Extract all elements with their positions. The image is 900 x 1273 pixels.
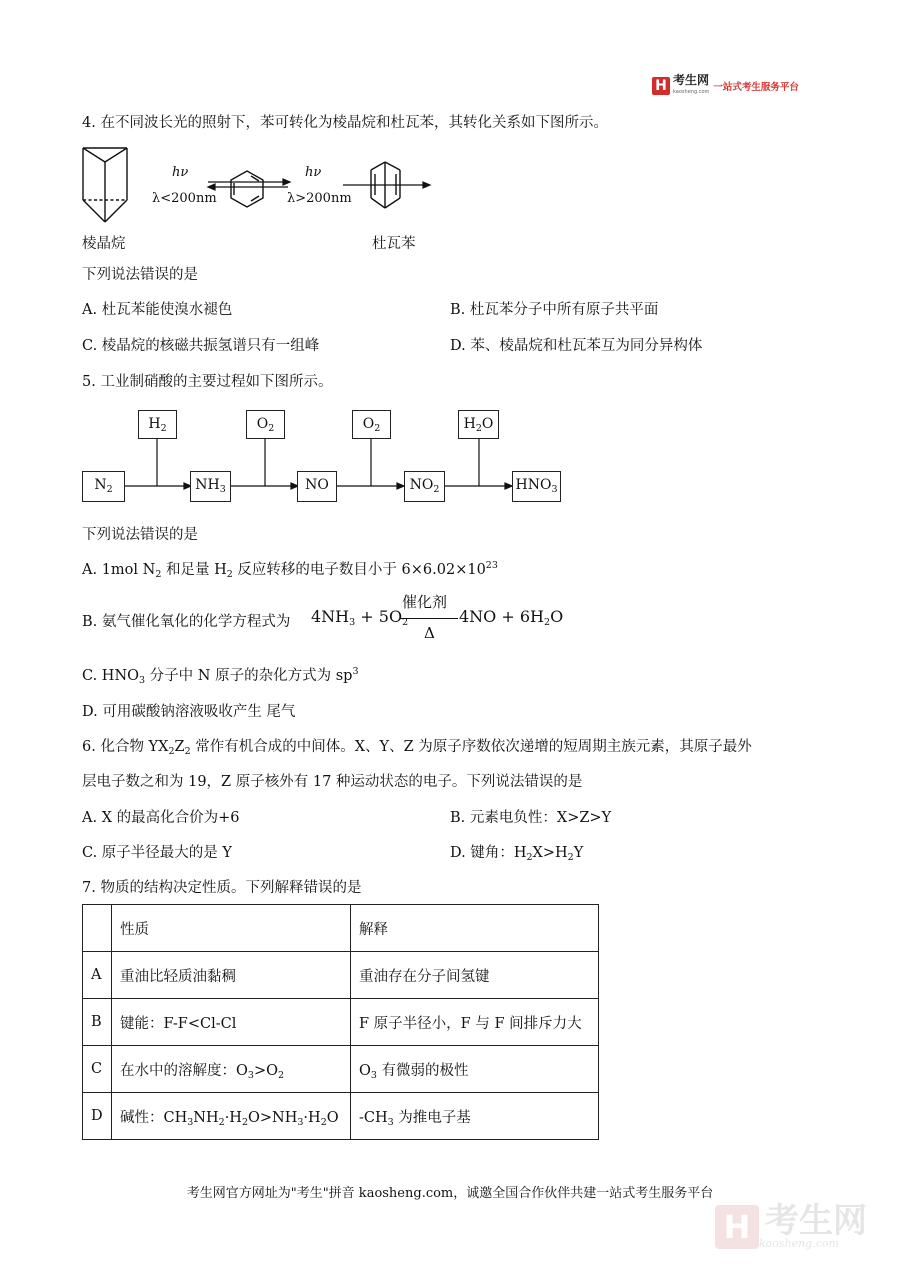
row-key: D [83, 1093, 112, 1140]
logo-tagline: 一站式考生服务平台 [713, 82, 799, 93]
q6-stem-line2: 层电子数之和为 19，Z 原子核外有 17 种运动状态的电子。下列说法错误的是 [82, 774, 583, 790]
flow-box-o2-a: $O_2$ [246, 410, 285, 439]
dewar-benzene-structure [371, 162, 400, 208]
table-row[interactable] [83, 1093, 599, 1140]
watermark-logo [715, 1201, 867, 1250]
q4-ask: 下列说法错误的是 [82, 267, 198, 283]
row-property: 碱性：$CH_3NH_2\cdot H_2O>NH_3\cdot H_2O$ [112, 1093, 351, 1140]
site-logo[interactable] [652, 74, 799, 98]
logo-mark: H [652, 77, 670, 95]
table-row[interactable] [83, 1046, 599, 1093]
label-dewar-benzene: 杜瓦苯 [372, 236, 416, 252]
table-row[interactable] [83, 999, 599, 1046]
table-header-explanation: 解释 [351, 905, 599, 952]
equation-arrow-line [400, 618, 458, 619]
row-property: 重油比轻质油黏稠 [112, 952, 351, 999]
flow-box-n2: $N_2$ [82, 471, 125, 502]
q5-ask: 下列说法错误的是 [82, 527, 198, 543]
flow-box-nh3: $NH_3$ [190, 471, 231, 502]
wavelength-cond-1: λ<200nm [152, 191, 217, 206]
row-explanation: $O_3$ 有微弱的极性 [351, 1046, 599, 1093]
benzene-structure [231, 171, 263, 207]
row-property: 在水中的溶解度：$O_3>O_2$ [112, 1046, 351, 1093]
q6-option-c[interactable]: C. 原子半径最大的是 Y [82, 845, 232, 861]
label-prismane: 棱晶烷 [82, 236, 126, 252]
row-property: 键能：F-F<Cl-Cl [112, 999, 351, 1046]
q5-option-b[interactable]: B. 氨气催化氧化的化学方程式为 [82, 614, 291, 630]
equation-lhs: $4NH_3 + 5O_2$ [311, 607, 409, 628]
equilibrium-arrows [208, 179, 430, 190]
equation-heat: Δ [424, 624, 435, 642]
table-row[interactable] [83, 952, 599, 999]
q4-option-a[interactable]: A. 杜瓦苯能使溴水褪色 [82, 302, 233, 318]
table-header-property: 性质 [112, 905, 351, 952]
row-key: B [83, 999, 112, 1046]
watermark-text: 考生网 [765, 1201, 867, 1241]
wavelength-cond-2: λ>200nm [287, 191, 352, 206]
row-explanation: 重油存在分子间氢键 [351, 952, 599, 999]
watermark-text-block [759, 1201, 867, 1250]
prismane-structure [83, 148, 127, 222]
equation-catalyst: 催化剂 [402, 593, 448, 611]
logo-name [673, 74, 709, 98]
q4-stem: 4. 在不同波长光的照射下，苯可转化为棱晶烷和杜瓦苯，其转化关系如下图所示。 [82, 115, 608, 131]
hv-label-1: hν [172, 165, 189, 180]
q5-option-d[interactable]: D. 可用碳酸钠溶液吸收产生 尾气 [82, 704, 296, 720]
row-key: A [83, 952, 112, 999]
row-explanation: F 原子半径小，F 与 F 间排斥力大 [351, 999, 599, 1046]
q5-option-c[interactable]: C. $HNO_3$ 分子中 N 原子的杂化方式为 $sp^3$ [82, 666, 359, 686]
hv-label-2: hν [305, 165, 322, 180]
page-footer[interactable]: 考生网官方网址为"考生"拼音 kaosheng.com，诚邀全国合作伙伴共建一站式考生服务平台 [186, 1186, 714, 1201]
q4-option-b[interactable]: B. 杜瓦苯分子中所有原子共平面 [450, 302, 659, 318]
row-explanation: $-CH_3$ 为推电子基 [351, 1093, 599, 1140]
q6-option-d[interactable]: D. 键角：$H_2X>H_2Y$ [450, 845, 584, 863]
q6-stem: 6. 化合物 $YX_2Z_2$ 常作有机合成的中间体。X、Y、Z 为原子序数依次递增的短周期主族元素，其原子最外 [82, 739, 752, 757]
q7-table [82, 904, 599, 1140]
flow-box-o2-b: $O_2$ [352, 410, 391, 439]
watermark-mark: H [715, 1205, 759, 1249]
flow-box-h2o: $H_2O$ [458, 410, 499, 439]
flow-box-hno3: $HNO_3$ [512, 471, 561, 502]
q4-option-d[interactable]: D. 苯、棱晶烷和杜瓦苯互为同分异构体 [450, 338, 703, 354]
logo-name-text: 考生网 [673, 73, 710, 87]
q6-option-a[interactable]: A. X 的最高化合价为+6 [82, 810, 240, 826]
table-header-key [83, 905, 112, 952]
flow-box-h2: $H_2$ [138, 410, 177, 439]
q6-option-b[interactable]: B. 元素电负性：X>Z>Y [450, 810, 612, 826]
flow-box-no2: $NO_2$ [404, 471, 445, 502]
q5-stem: 5. 工业制硝酸的主要过程如下图所示。 [82, 374, 333, 390]
equation-rhs: $4NO + 6H_2O$ [459, 607, 564, 628]
q5-option-a[interactable]: A. 1mol $N_2$ 和足量 $H_2$ 反应转移的电子数目小于 $6\times 6.02\times 10^{23}$ [82, 560, 498, 580]
table-header-row [83, 905, 599, 952]
row-key: C [83, 1046, 112, 1093]
logo-domain: kaosheng.com [673, 89, 710, 95]
watermark-domain: kaosheng.com [759, 1237, 839, 1250]
q7-stem: 7. 物质的结构决定性质。下列解释错误的是 [82, 880, 362, 896]
flow-box-no: NO [297, 471, 337, 502]
q4-reaction-diagram [70, 140, 470, 235]
q4-option-c[interactable]: C. 棱晶烷的核磁共振氢谱只有一组峰 [82, 338, 320, 354]
